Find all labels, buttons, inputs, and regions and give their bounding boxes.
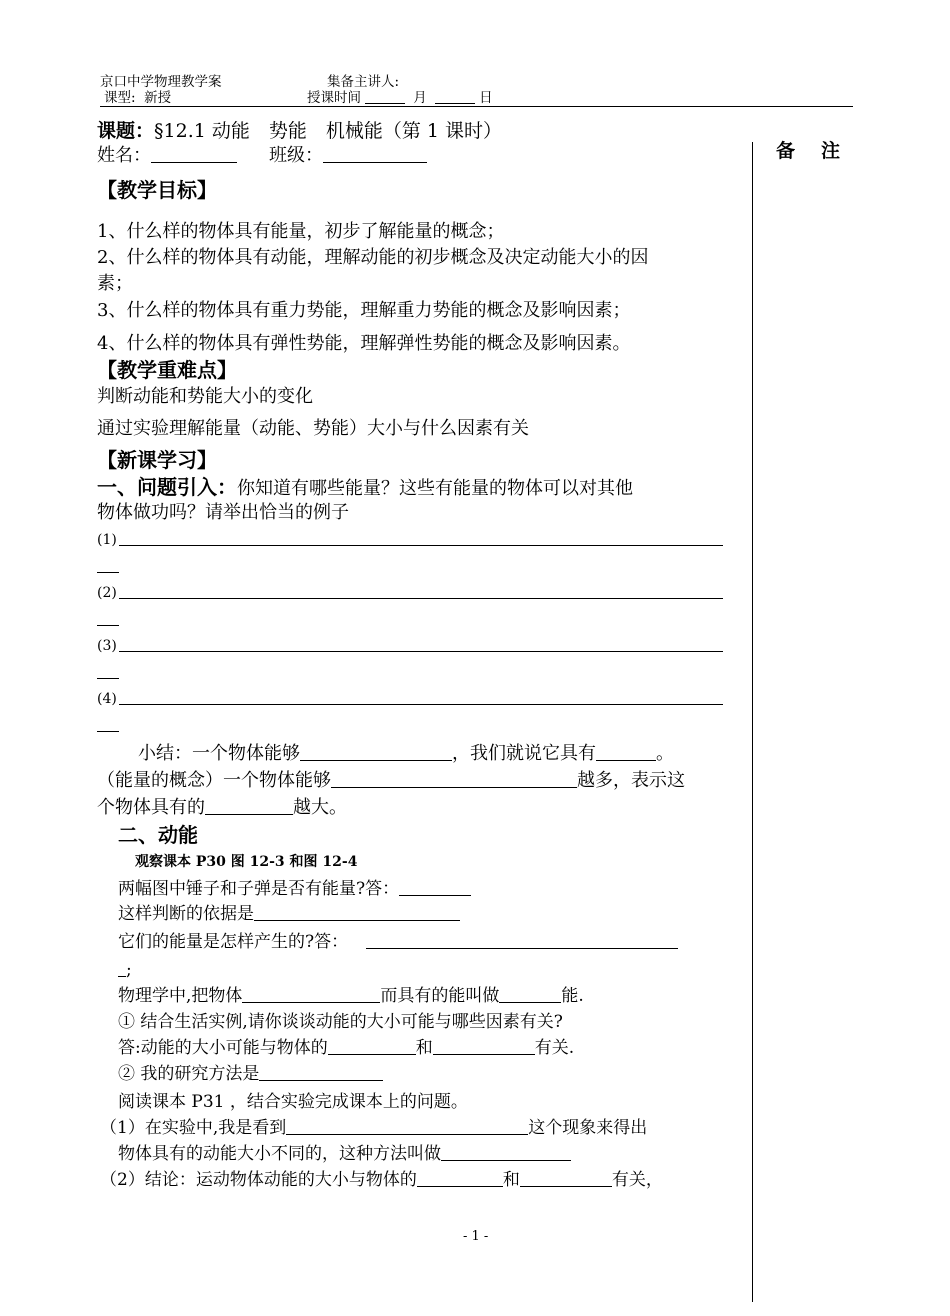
type-value: 新授 (144, 90, 172, 106)
newlesson-heading: 【新课学习】 (97, 448, 217, 472)
kinetic-text: 有关. (534, 1038, 575, 1058)
answer-line[interactable] (97, 638, 723, 654)
student-info (97, 143, 427, 169)
kinetic-blank[interactable] (499, 984, 561, 1003)
summary-text: 越大。 (293, 797, 347, 818)
observe-instruction: 观察课本 P30 图 12-3 和图 12-4 (135, 854, 358, 870)
kinetic-text: 它们的能量是怎样产生的?答： (118, 932, 349, 952)
keypoints-heading: 【教学重难点】 (97, 358, 237, 382)
answer-line[interactable] (97, 585, 723, 601)
lesson-time (307, 90, 493, 106)
school-name: 京口中学物理教学案 (100, 74, 222, 90)
kinetic-blank[interactable] (441, 1142, 571, 1161)
answer-line-continuation (97, 625, 119, 626)
summary-text: （能量的概念）一个物体能够 (97, 770, 331, 791)
remarks-divider (752, 142, 753, 1302)
summary-text: 小结：一个物体能够 (138, 743, 300, 764)
kinetic-text: 物理学中,把物体 (118, 986, 243, 1006)
kinetic-text: 有关， (611, 1170, 663, 1190)
kinetic-blank[interactable] (417, 1168, 503, 1187)
month-blank[interactable] (365, 90, 405, 104)
answer-line-continuation (97, 572, 119, 573)
remarks-label: 备注 (776, 140, 867, 162)
summary-blank[interactable] (300, 742, 452, 761)
kinetic-text: ② 我的研究方法是 (118, 1064, 260, 1084)
page-number: - 1 - (463, 1229, 489, 1244)
summary-blank[interactable] (205, 796, 293, 815)
answer-blank[interactable] (119, 586, 723, 599)
kinetic-text: 两幅图中锤子和子弹是否有能量?答： (118, 879, 400, 899)
answer-line-continuation (97, 731, 119, 732)
name-label: 姓名： (97, 145, 151, 166)
class-label: 班级： (269, 145, 323, 166)
answer-number: (4) (97, 691, 117, 707)
day-blank[interactable] (435, 90, 475, 104)
day-label: 日 (479, 90, 493, 106)
objective-item: 4、什么样的物体具有弹性势能，理解弹性势能的概念及影响因素。 (97, 333, 631, 354)
presenter-label: 集备主讲人: (327, 74, 400, 90)
kinetic-blank[interactable] (254, 902, 460, 921)
kinetic-text: 和 (415, 1038, 433, 1058)
title-label: 课题： (97, 120, 155, 142)
kinetic-blank[interactable] (242, 984, 380, 1003)
kinetic-q9 (100, 1116, 647, 1140)
objective-item: 素； (97, 273, 133, 294)
answer-blank[interactable] (119, 639, 723, 652)
answer-blank[interactable] (119, 692, 723, 705)
time-label: 授课时间 (307, 90, 361, 106)
kinetic-q1 (118, 877, 471, 901)
month-label: 月 (413, 90, 427, 106)
answer-number: (2) (97, 585, 117, 601)
kinetic-text: 这个现象来得出 (528, 1118, 648, 1138)
kinetic-q8: 阅读课本 P31 ，结合实验完成课本上的问题。 (118, 1092, 468, 1112)
kinetic-text: ; (126, 960, 132, 980)
kinetic-q3 (118, 930, 678, 954)
title-text: §12.1 动能 势能 机械能（第 1 课时） (154, 120, 503, 142)
kinetic-blank[interactable] (118, 958, 126, 977)
summary-line-3 (97, 795, 347, 821)
answer-number: (1) (97, 532, 117, 548)
question-title: 一、问题引入： (97, 475, 237, 499)
question-text: 你知道有哪些能量？这些有能量的物体可以对其他 (237, 478, 633, 499)
kinetic-heading: 二、动能 (118, 823, 198, 847)
objective-item: 2、什么样的物体具有动能，理解动能的初步概念及决定动能大小的因 (97, 247, 649, 268)
kinetic-q3-cont (118, 958, 132, 982)
summary-text: 个物体具有的 (97, 797, 205, 818)
kinetic-blank[interactable] (328, 1036, 416, 1055)
type-label: 课型: (104, 90, 136, 106)
answer-blank[interactable] (119, 533, 723, 546)
kinetic-text: 这样判断的依据是 (118, 904, 254, 924)
objectives-heading: 【教学目标】 (97, 178, 217, 202)
kinetic-blank[interactable] (259, 1062, 383, 1081)
header-rule (100, 106, 853, 107)
class-input[interactable] (323, 144, 427, 163)
kinetic-text: 而具有的能叫做 (380, 986, 500, 1006)
summary-blank[interactable] (331, 769, 577, 788)
answer-line-continuation (97, 678, 119, 679)
kinetic-blank[interactable] (366, 930, 678, 949)
objective-item: 3、什么样的物体具有重力势能，理解重力势能的概念及影响因素； (97, 300, 631, 321)
summary-text: 。 (656, 743, 674, 764)
kinetic-blank[interactable] (433, 1036, 535, 1055)
question-text-2: 物体做功吗？请举出恰当的例子 (97, 502, 349, 523)
kinetic-text: 答:动能的大小可能与物体的 (118, 1038, 328, 1058)
keypoint-item: 判断动能和势能大小的变化 (97, 386, 313, 407)
kinetic-q7 (118, 1062, 383, 1086)
name-input[interactable] (151, 144, 237, 163)
answer-line[interactable] (97, 532, 723, 548)
kinetic-q11 (100, 1168, 663, 1192)
summary-text: ，我们就说它具有 (452, 743, 596, 764)
kinetic-blank[interactable] (520, 1168, 612, 1187)
answer-line[interactable] (97, 691, 723, 707)
kinetic-blank[interactable] (399, 877, 471, 896)
kinetic-blank[interactable] (286, 1116, 528, 1135)
kinetic-text: 物体具有的动能大小不同的，这种方法叫做 (118, 1144, 441, 1164)
kinetic-q2 (118, 902, 460, 926)
kinetic-q10 (118, 1142, 571, 1166)
kinetic-text: 和 (502, 1170, 520, 1190)
kinetic-text: （1）在实验中,我是看到 (100, 1118, 287, 1138)
kinetic-text: （2）结论：运动物体动能的大小与物体的 (100, 1170, 417, 1190)
lesson-title (97, 116, 502, 143)
kinetic-q5: ① 结合生活实例,请你谈谈动能的大小可能与哪些因素有关? (118, 1012, 563, 1032)
lesson-type (104, 90, 171, 106)
kinetic-text: 能. (561, 986, 584, 1006)
keypoint-item: 通过实验理解能量（动能、势能）大小与什么因素有关 (97, 418, 529, 439)
summary-text: 越多，表示这 (577, 770, 685, 791)
summary-blank[interactable] (596, 742, 656, 761)
objective-item: 1、什么样的物体具有能量，初步了解能量的概念； (97, 221, 505, 242)
answer-number: (3) (97, 638, 117, 654)
kinetic-q6 (118, 1036, 574, 1060)
summary-line-1 (138, 741, 674, 767)
question-intro (97, 474, 633, 502)
kinetic-definition (118, 984, 584, 1008)
summary-line-2 (97, 768, 685, 794)
